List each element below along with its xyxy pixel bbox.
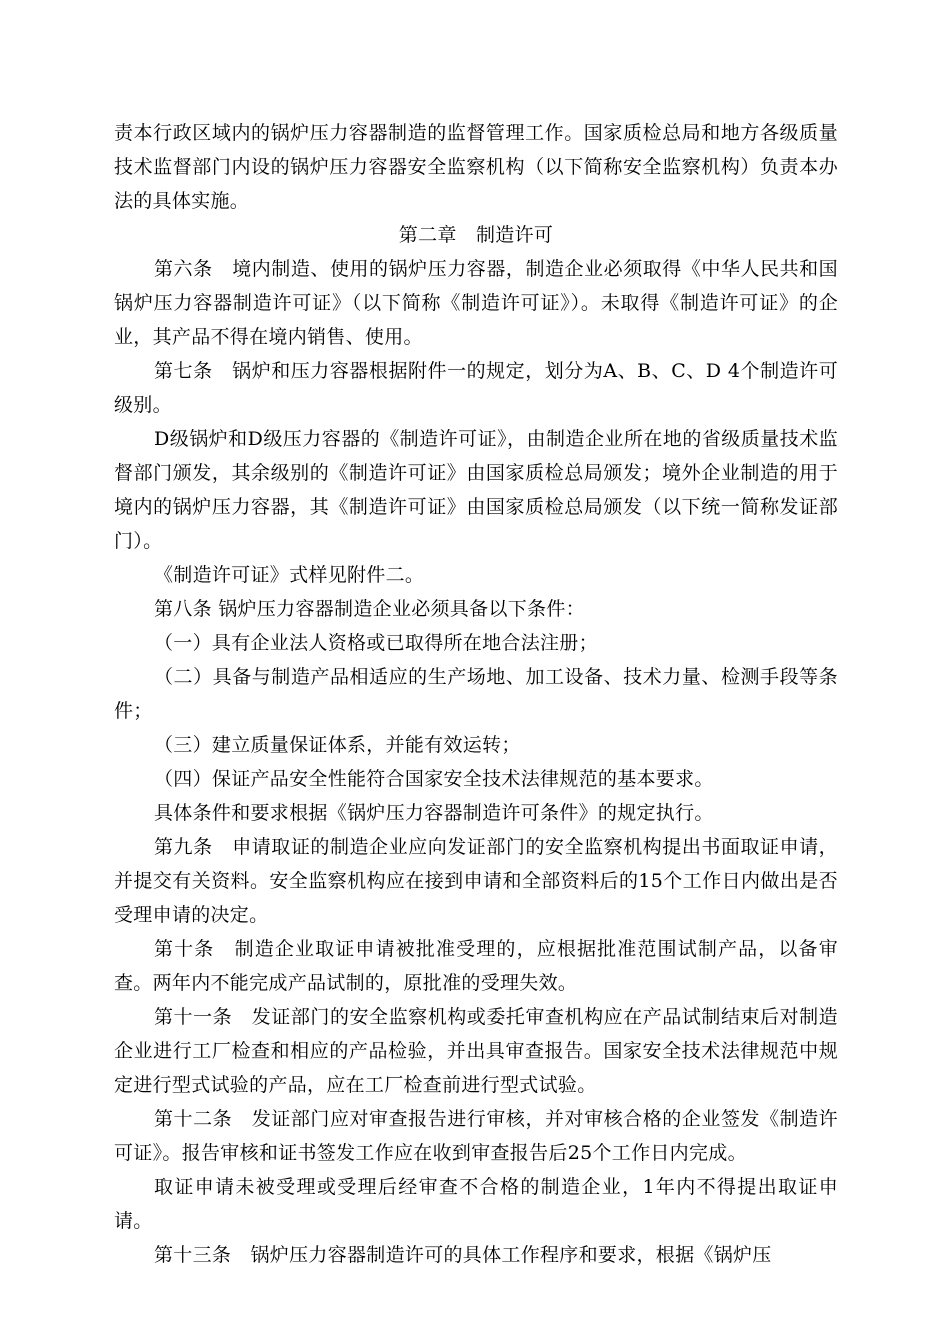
- article-8-item-3: （三）建立质量保证体系，并能有效运转；: [154, 734, 521, 756]
- article-8-item-2: （二）具备与制造产品相适应的生产场地、加工设备、技术力量、检测手段等条件；: [114, 666, 838, 722]
- document-body: [114, 116, 838, 1272]
- article-9: 第九条 申请取证的制造企业应向发证部门的安全监察机构提出书面取证申请，并提交有关资料。安全监察机构应在接到申请和全部资料后的15个工作日内做出是否受理申请的决定。: [114, 836, 838, 926]
- article-8-note: 具体条件和要求根据《锅炉压力容器制造许可条件》的规定执行。: [154, 802, 714, 824]
- article-8-item-4: （四）保证产品安全性能符合国家安全技术法律规范的基本要求。: [154, 768, 714, 790]
- paragraph-continuation: 责本行政区域内的锅炉压力容器制造的监督管理工作。国家质检总局和地方各级质量技术监督部门内设的锅炉压力容器安全监察机构（以下简称安全监察机构）负责本办法的具体实施。: [114, 122, 838, 212]
- article-8: 第八条 锅炉压力容器制造企业必须具备以下条件：: [154, 598, 585, 620]
- article-7-paragraph-3: 《制造许可证》式样见附件二。: [154, 564, 425, 586]
- article-11: 第十一条 发证部门的安全监察机构或委托审查机构应在产品试制结束后对制造企业进行工厂检查和相应的产品检验，并出具审查报告。国家安全技术法律规范中规定进行型式试验的产品，应在工厂检查前进行型式试验。: [114, 1006, 838, 1096]
- article-12: 第十二条 发证部门应对审查报告进行审核，并对审核合格的企业签发《制造许可证》。报告审核和证书签发工作应在收到审查报告后25个工作日内完成。: [114, 1108, 838, 1164]
- article-7: 第七条 锅炉和压力容器根据附件一的规定，划分为A、B、C、D 4个制造许可级别。: [114, 360, 838, 416]
- chapter-heading: 第二章 制造许可: [398, 224, 554, 246]
- article-10: 第十条 制造企业取证申请被批准受理的，应根据批准范围试制产品，以备审查。两年内不能完成产品试制的，原批准的受理失效。: [114, 938, 838, 994]
- article-7-paragraph-2: D级锅炉和D级压力容器的《制造许可证》，由制造企业所在地的省级质量技术监督部门颁发，其余级别的《制造许可证》由国家质检总局颁发；境外企业制造的用于境内的锅炉压力容器，其《制造许可证》由国家质检总局颁发（以下统一简称发证部门）。: [114, 428, 838, 552]
- article-12-paragraph-2: 取证申请未被受理或受理后经审查不合格的制造企业，1年内不得提出取证申请。: [114, 1176, 838, 1232]
- article-13: 第十三条 锅炉压力容器制造许可的具体工作程序和要求，根据《锅炉压: [154, 1244, 772, 1266]
- article-8-item-1: （一）具有企业法人资格或已取得所在地合法注册；: [154, 632, 598, 654]
- article-6: 第六条 境内制造、使用的锅炉压力容器，制造企业必须取得《中华人民共和国锅炉压力容器制造许可证》（以下简称《制造许可证》）。未取得《制造许可证》的企业，其产品不得在境内销售、使用。: [114, 258, 838, 348]
